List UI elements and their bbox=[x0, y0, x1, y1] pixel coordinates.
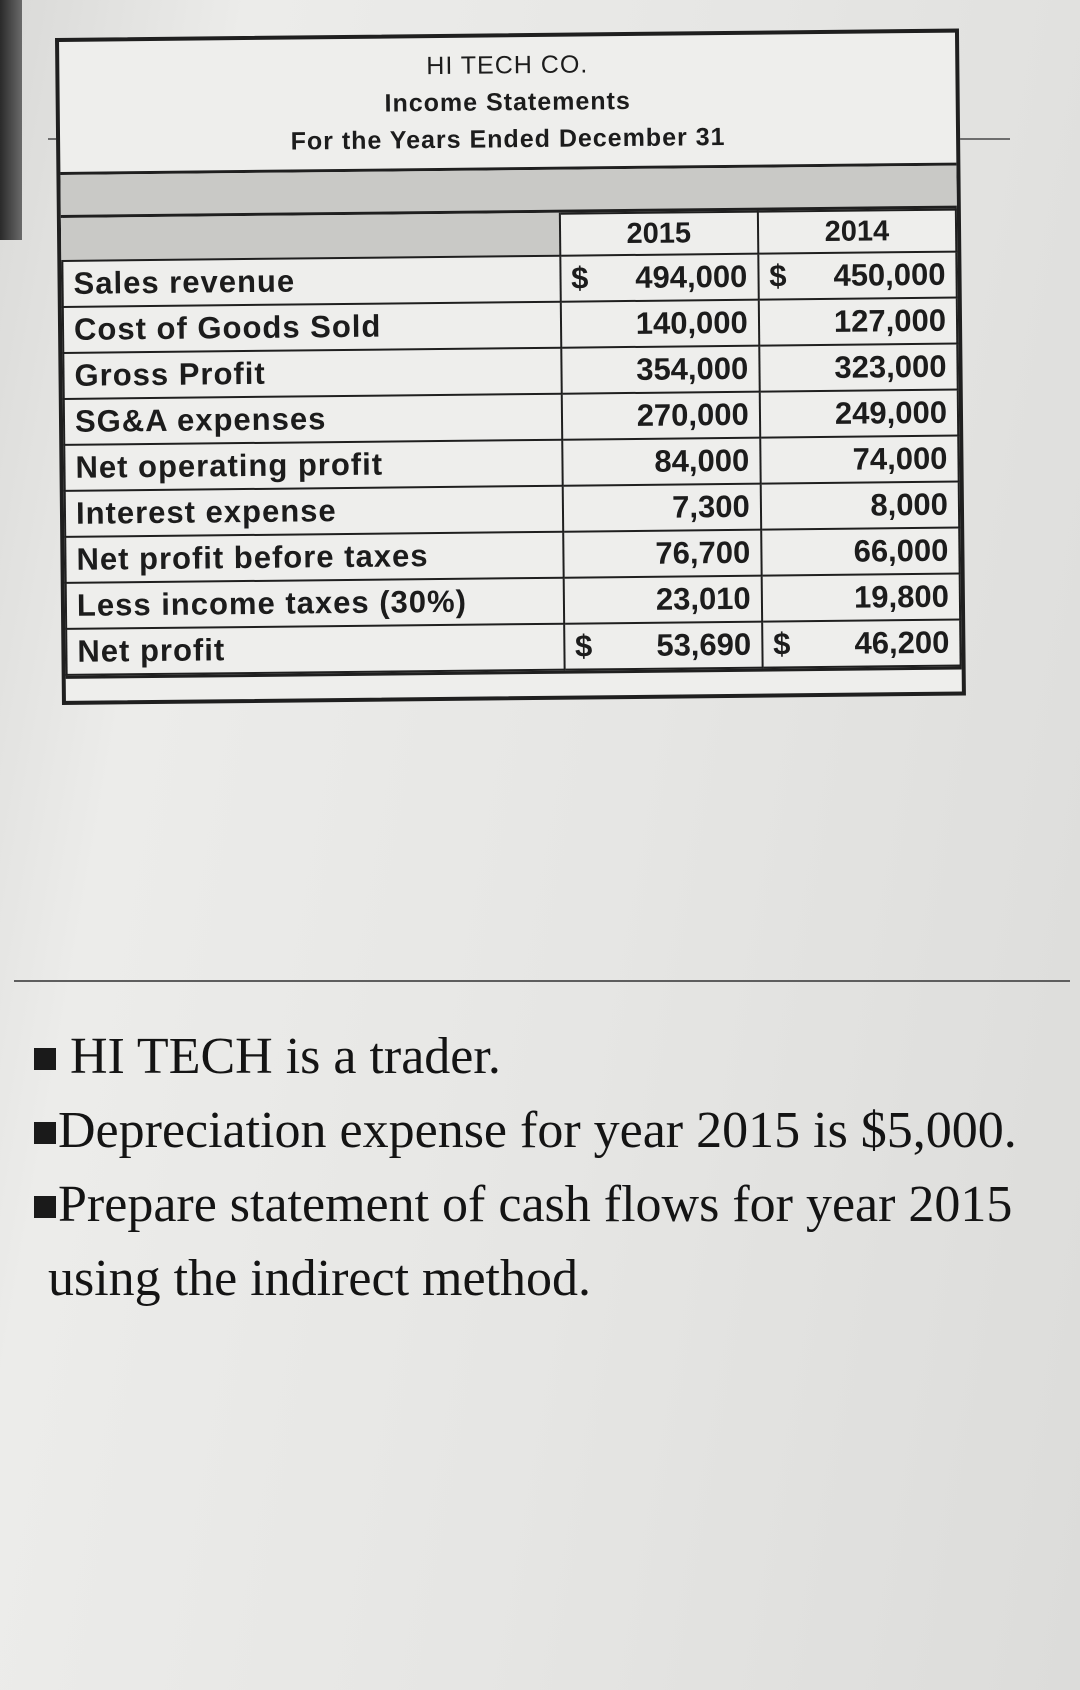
currency-symbol: $ bbox=[772, 626, 791, 662]
value-cell-2014 bbox=[761, 528, 960, 576]
amount: 23,010 bbox=[655, 580, 751, 617]
amount: 127,000 bbox=[833, 302, 947, 339]
currency-symbol: $ bbox=[574, 628, 593, 664]
square-bullet-icon bbox=[34, 1122, 56, 1144]
amount: 53,690 bbox=[656, 626, 752, 663]
assignment-notes bbox=[30, 1020, 1070, 1316]
amount: 249,000 bbox=[834, 394, 948, 431]
row-label: Net profit bbox=[66, 624, 564, 675]
currency-symbol: $ bbox=[769, 258, 787, 294]
value-cell-2015 bbox=[562, 438, 761, 486]
amount: 494,000 bbox=[635, 258, 748, 295]
value-cell-2014 bbox=[759, 344, 958, 392]
square-bullet-icon bbox=[34, 1196, 56, 1218]
income-table bbox=[61, 209, 962, 676]
amount: 323,000 bbox=[834, 348, 947, 385]
row-label: Interest expense bbox=[65, 486, 563, 537]
value-cell-2015 bbox=[563, 576, 762, 624]
income-statement bbox=[55, 29, 966, 705]
statement-title: Income Statements bbox=[384, 86, 631, 118]
note-continuation: using the indirect method. bbox=[48, 1250, 592, 1307]
value-cell-2014 bbox=[759, 298, 958, 346]
value-cell-2014 bbox=[760, 390, 959, 438]
value-cell-2015 bbox=[560, 254, 759, 302]
row-label: Net operating profit bbox=[64, 440, 562, 491]
value-cell-2015 bbox=[563, 530, 762, 578]
square-bullet-icon bbox=[34, 1048, 56, 1070]
row-label: Less income taxes (30%) bbox=[66, 578, 564, 629]
row-label: Gross Profit bbox=[63, 348, 561, 399]
value-cell-2015 bbox=[564, 622, 763, 670]
currency-symbol: $ bbox=[570, 260, 589, 296]
value-cell-2014 bbox=[758, 252, 957, 300]
page-edge bbox=[0, 0, 22, 240]
note-item bbox=[30, 1020, 1070, 1094]
value-cell-2015 bbox=[562, 484, 761, 532]
row-label: Cost of Goods Sold bbox=[63, 302, 561, 353]
amount: 19,800 bbox=[853, 578, 950, 615]
row-label: Net profit before taxes bbox=[65, 532, 563, 583]
amount: 8,000 bbox=[870, 486, 949, 523]
note-text: Depreciation expense for year 2015 is $5,000. bbox=[58, 1102, 1017, 1159]
note-item bbox=[30, 1168, 1070, 1242]
value-cell-2015 bbox=[561, 346, 760, 394]
amount: 84,000 bbox=[654, 442, 750, 479]
value-cell-2014 bbox=[760, 482, 959, 530]
amount: 140,000 bbox=[635, 304, 748, 341]
amount: 76,700 bbox=[655, 534, 751, 571]
amount: 7,300 bbox=[671, 488, 750, 525]
note-text: HI TECH is a trader. bbox=[70, 1028, 501, 1085]
value-cell-2014 bbox=[761, 574, 960, 622]
value-cell-2014 bbox=[762, 620, 961, 668]
note-text: Prepare statement of cash flows for year 2015 bbox=[58, 1176, 1013, 1233]
company-name: HI TECH CO. bbox=[426, 49, 589, 80]
statement-header bbox=[59, 33, 956, 175]
value-cell-2014 bbox=[760, 436, 959, 484]
amount: 74,000 bbox=[852, 440, 948, 477]
year-2014-header: 2014 bbox=[758, 210, 957, 254]
amount: 450,000 bbox=[833, 256, 946, 293]
row-label: SG&A expenses bbox=[64, 394, 562, 445]
table-row bbox=[66, 620, 960, 675]
amount: 46,200 bbox=[854, 624, 950, 661]
value-cell-2015 bbox=[561, 392, 760, 440]
statement-period: For the Years Ended December 31 bbox=[290, 122, 726, 156]
amount: 270,000 bbox=[636, 396, 749, 433]
divider-middle bbox=[14, 980, 1070, 982]
row-label: Sales revenue bbox=[62, 256, 560, 307]
value-cell-2015 bbox=[560, 300, 759, 348]
amount: 354,000 bbox=[636, 350, 749, 387]
note-item bbox=[30, 1094, 1070, 1168]
year-2015-header: 2015 bbox=[559, 212, 758, 256]
label-header-cell bbox=[62, 214, 560, 261]
amount: 66,000 bbox=[853, 532, 949, 569]
